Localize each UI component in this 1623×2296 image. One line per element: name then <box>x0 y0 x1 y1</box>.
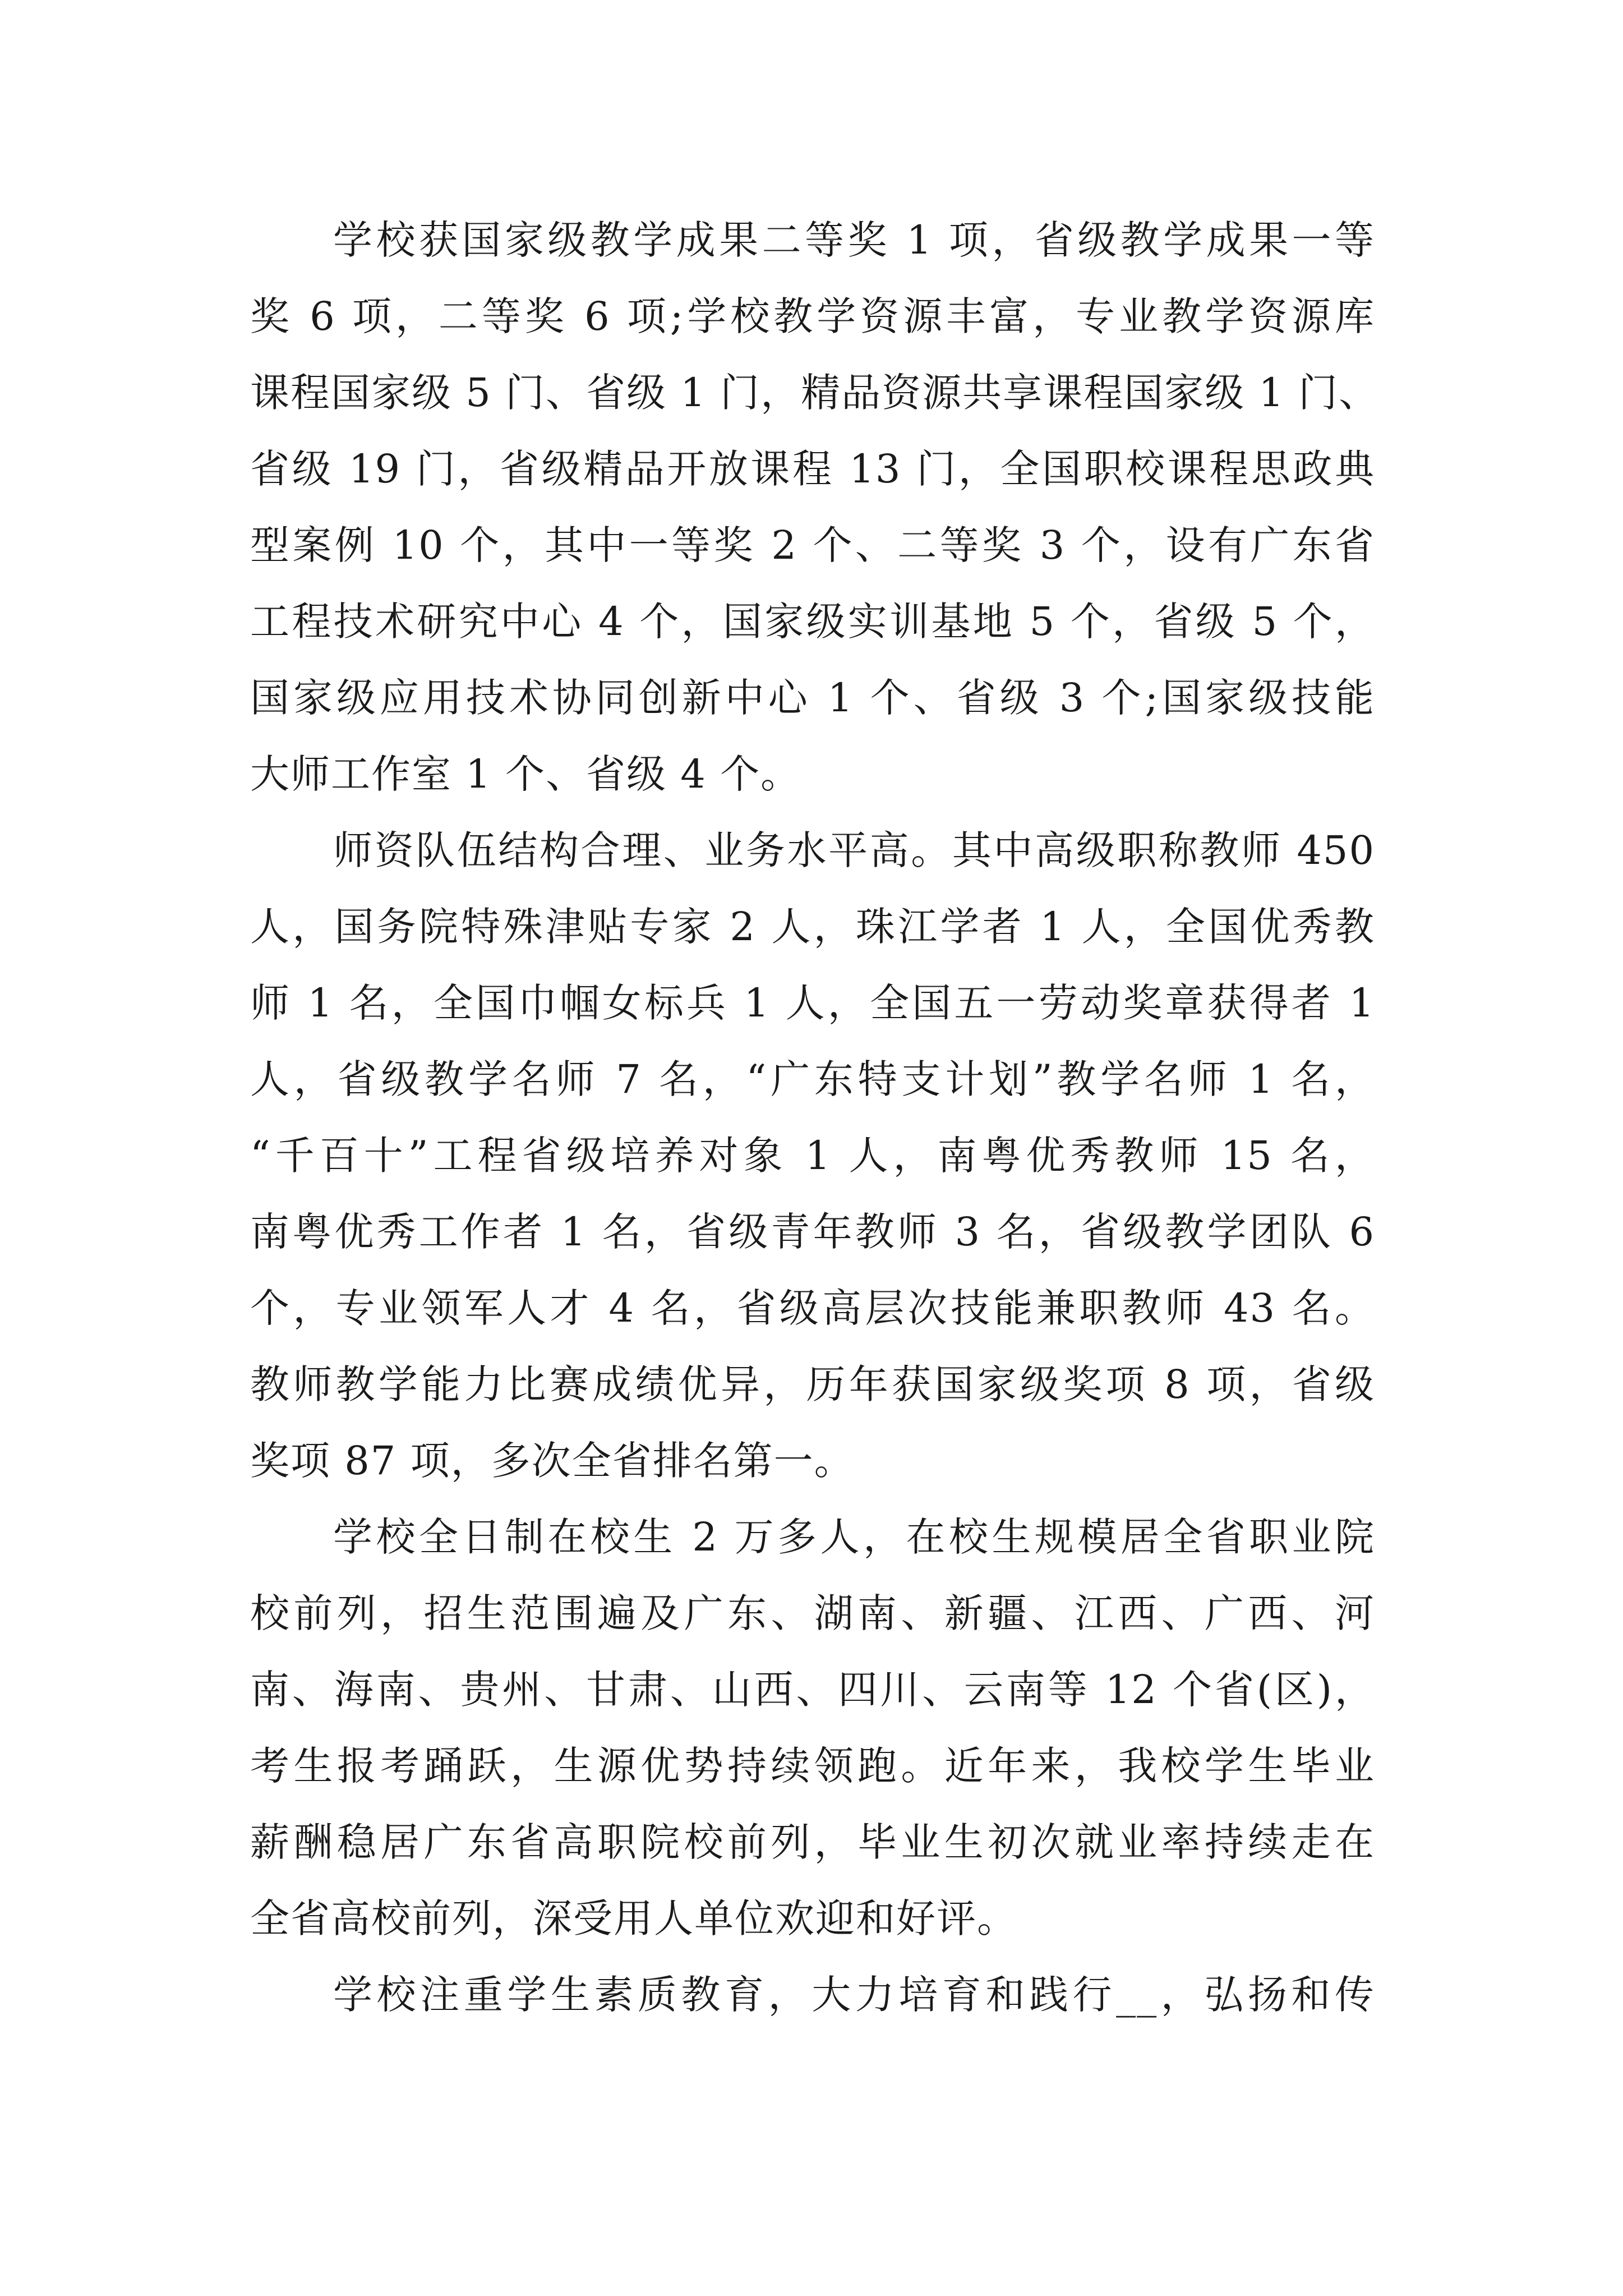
text-line: 国家级应用技术协同创新中心 1 个、省级 3 个;国家级技能 <box>250 675 1375 721</box>
text-line: 奖项 87 项，多次全省排名第一。 <box>250 1438 855 1484</box>
text-line: 省级 19 门，省级精品开放课程 13 门，全国职校课程思政典 <box>250 446 1375 492</box>
text-line: 学校全日制在校生 2 万多人，在校生规模居全省职业院 <box>333 1514 1375 1560</box>
text-line: 奖 6 项，二等奖 6 项;学校教学资源丰富，专业教学资源库 <box>250 293 1375 339</box>
text-line: 大师工作室 1 个、省级 4 个。 <box>250 751 801 797</box>
text-line: 个，专业领军人才 4 名，省级高层次技能兼职教师 43 名。 <box>250 1285 1375 1331</box>
text-line: 薪酬稳居广东省高职院校前列，毕业生初次就业率持续走在 <box>250 1819 1375 1865</box>
paragraph-faculty <box>250 812 1375 1499</box>
text-line: 全省高校前列，深受用人单位欢迎和好评。 <box>250 1895 1017 1941</box>
text-line: 教师教学能力比赛成绩优异，历年获国家级奖项 8 项，省级 <box>250 1361 1375 1407</box>
paragraph-awards <box>250 202 1380 812</box>
text-line: 师 1 名，全国巾帼女标兵 1 人，全国五一劳动奖章获得者 1 <box>250 980 1375 1026</box>
text-line: 学校注重学生素质教育，大力培育和践行__，弘扬和传 <box>333 1972 1375 2018</box>
paragraph-students <box>250 1499 1375 1957</box>
text-line: 考生报考踊跃，生源优势持续领跑。近年来，我校学生毕业 <box>250 1743 1375 1789</box>
text-line: 课程国家级 5 门、省级 1 门，精品资源共享课程国家级 1 门、 <box>250 370 1380 416</box>
paragraph-quality-education <box>250 1957 1375 2033</box>
text-line: 人，省级教学名师 7 名，“广东特支计划”教学名师 1 名， <box>250 1056 1375 1102</box>
text-line: 学校获国家级教学成果二等奖 1 项，省级教学成果一等 <box>333 217 1375 263</box>
text-line: 南粤优秀工作者 1 名，省级青年教师 3 名，省级教学团队 6 <box>250 1209 1375 1255</box>
text-line: 校前列，招生范围遍及广东、湖南、新疆、江西、广西、河 <box>250 1590 1375 1636</box>
text-line: “千百十”工程省级培养对象 1 人，南粤优秀教师 15 名， <box>250 1133 1375 1179</box>
text-line: 型案例 10 个，其中一等奖 2 个、二等奖 3 个，设有广东省 <box>250 522 1375 568</box>
text-line: 人，国务院特殊津贴专家 2 人，珠江学者 1 人，全国优秀教 <box>250 904 1375 950</box>
body-text <box>250 202 1380 2033</box>
text-line: 南、海南、贵州、甘肃、山西、四川、云南等 12 个省(区)， <box>250 1667 1375 1713</box>
text-line: 工程技术研究中心 4 个，国家级实训基地 5 个，省级 5 个， <box>250 599 1375 645</box>
text-line: 师资队伍结构合理、业务水平高。其中高级职称教师 450 <box>333 827 1375 873</box>
